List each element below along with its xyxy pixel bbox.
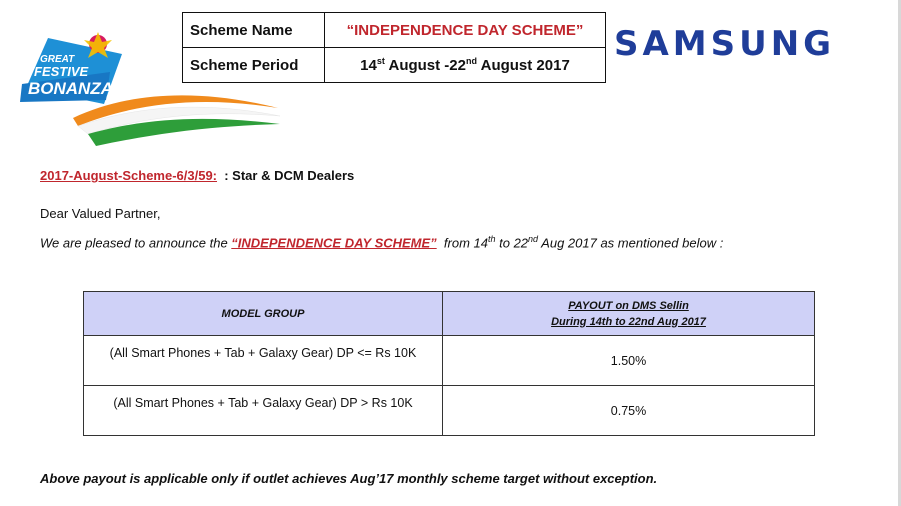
payout-table-header bbox=[84, 292, 815, 336]
logo-great: GREAT bbox=[40, 54, 75, 65]
scheme-name-label: Scheme Name bbox=[183, 13, 325, 48]
scheme-period-row bbox=[183, 48, 606, 83]
scheme-reference bbox=[40, 168, 354, 183]
payout-cell: 1.50% bbox=[443, 336, 815, 386]
payout-table bbox=[83, 291, 815, 436]
payout-condition-note: Above payout is applicable only if outlet achieves Aug’17 monthly scheme target without exception. bbox=[40, 471, 658, 486]
scheme-name-row bbox=[183, 13, 606, 48]
table-row bbox=[84, 386, 815, 436]
model-group-cell: (All Smart Phones + Tab + Galaxy Gear) DP <= Rs 10K bbox=[84, 336, 443, 386]
announcement-scheme-name: “INDEPENDENCE DAY SCHEME” bbox=[231, 235, 437, 251]
scheme-name-value: “INDEPENDENCE DAY SCHEME” bbox=[325, 13, 606, 48]
logo-bonanza: BONANZA bbox=[28, 79, 113, 98]
scheme-header-table bbox=[182, 12, 606, 83]
model-group-header: MODEL GROUP bbox=[84, 292, 443, 336]
scheme-period-label: Scheme Period bbox=[183, 48, 325, 83]
announcement: We are pleased to announce the “INDEPENDENCE DAY SCHEME” from 14th to 22nd Aug 2017 as mentioned below : bbox=[40, 234, 724, 251]
payout-cell: 0.75% bbox=[443, 386, 815, 436]
payout-header: PAYOUT on DMS Sellin During 14th to 22nd Aug 2017 bbox=[443, 292, 815, 336]
samsung-logo: SAMSUNG bbox=[614, 24, 836, 64]
table-row bbox=[84, 336, 815, 386]
scheme-audience: : Star & DCM Dealers bbox=[217, 168, 355, 183]
logo-festive: FESTIVE bbox=[34, 64, 89, 79]
scheme-period-value: 14st August -22nd August 2017 bbox=[325, 48, 606, 83]
greeting: Dear Valued Partner, bbox=[40, 206, 161, 221]
scheme-code: 2017-August-Scheme-6/3/59: bbox=[40, 168, 218, 183]
model-group-cell: (All Smart Phones + Tab + Galaxy Gear) DP > Rs 10K bbox=[84, 386, 443, 436]
